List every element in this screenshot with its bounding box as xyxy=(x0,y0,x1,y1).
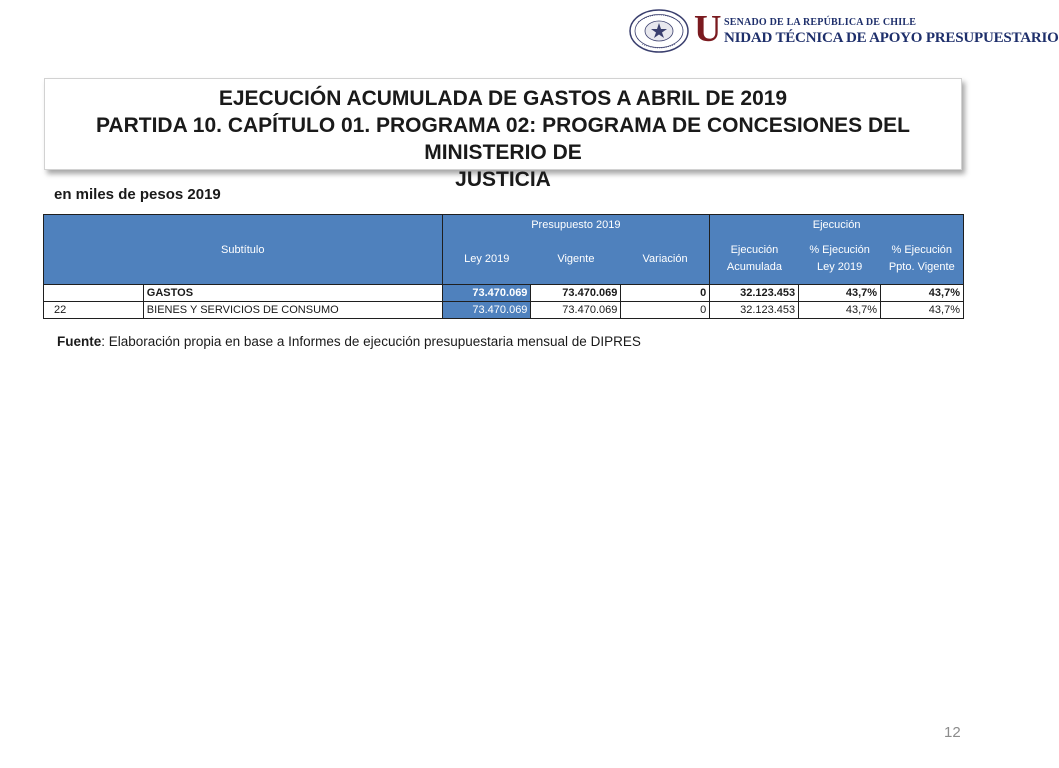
row-pct-vigente: 43,7% xyxy=(881,285,964,302)
budget-table xyxy=(43,214,964,319)
logo-initial: U xyxy=(694,8,722,50)
source-text: : Elaboración propia en base a Informes de ejecución presupuestaria mensual de DIPRES xyxy=(101,334,641,349)
row-pct-ley: 43,7% xyxy=(799,302,881,319)
senate-seal-icon xyxy=(628,8,690,54)
header-pct-vigente: % Ejecución Ppto. Vigente xyxy=(881,235,964,285)
row-vigente: 73.470.069 xyxy=(531,285,621,302)
header-ejecucion: Ejecución xyxy=(710,215,964,235)
title-line-1: EJECUCIÓN ACUMULADA DE GASTOS A ABRIL DE 2019 xyxy=(218,87,788,110)
header-subtitulo: Subtítulo xyxy=(44,215,443,285)
table-row-bienes xyxy=(44,302,964,319)
units-label: en miles de pesos 2019 xyxy=(54,186,221,203)
row-ejecucion: 32.123.453 xyxy=(710,302,799,319)
header-variacion: Variación xyxy=(621,235,710,285)
page-number: 12 xyxy=(944,724,961,741)
title-line-3: JUSTICIA xyxy=(455,168,551,191)
title-line-2: PARTIDA 10. CAPÍTULO 01. PROGRAMA 02: PROGRAMA DE CONCESIONES DEL MINISTERIO DE xyxy=(95,114,911,164)
row-pct-vigente: 43,7% xyxy=(881,302,964,319)
row-ley: 73.470.069 xyxy=(442,302,531,319)
row-desc: BIENES Y SERVICIOS DE CONSUMO xyxy=(143,302,442,319)
header-ley: Ley 2019 xyxy=(442,235,531,285)
header-vigente: Vigente xyxy=(531,235,621,285)
source-label: Fuente xyxy=(57,334,102,349)
row-vigente: 73.470.069 xyxy=(531,302,621,319)
logo-senate-name: SENADO DE LA REPÚBLICA DE CHILE xyxy=(724,17,917,28)
logo-unit-name: NIDAD TÉCNICA DE APOYO PRESUPUESTARIO xyxy=(724,30,1059,46)
row-variacion: 0 xyxy=(621,285,710,302)
senate-logo xyxy=(628,8,1059,56)
row-desc: GASTOS xyxy=(143,285,442,302)
row-ley: 73.470.069 xyxy=(442,285,531,302)
header-ejecucion-acumulada: Ejecución Acumulada xyxy=(710,235,799,285)
header-pct-ley: % Ejecución Ley 2019 xyxy=(799,235,881,285)
header-presupuesto: Presupuesto 2019 xyxy=(442,215,710,235)
row-ejecucion: 32.123.453 xyxy=(710,285,799,302)
row-code xyxy=(44,285,144,302)
table-row-gastos xyxy=(44,285,964,302)
row-code: 22 xyxy=(44,302,144,319)
source-note xyxy=(57,334,641,349)
title-box xyxy=(44,78,962,191)
row-variacion: 0 xyxy=(621,302,710,319)
row-pct-ley: 43,7% xyxy=(799,285,881,302)
